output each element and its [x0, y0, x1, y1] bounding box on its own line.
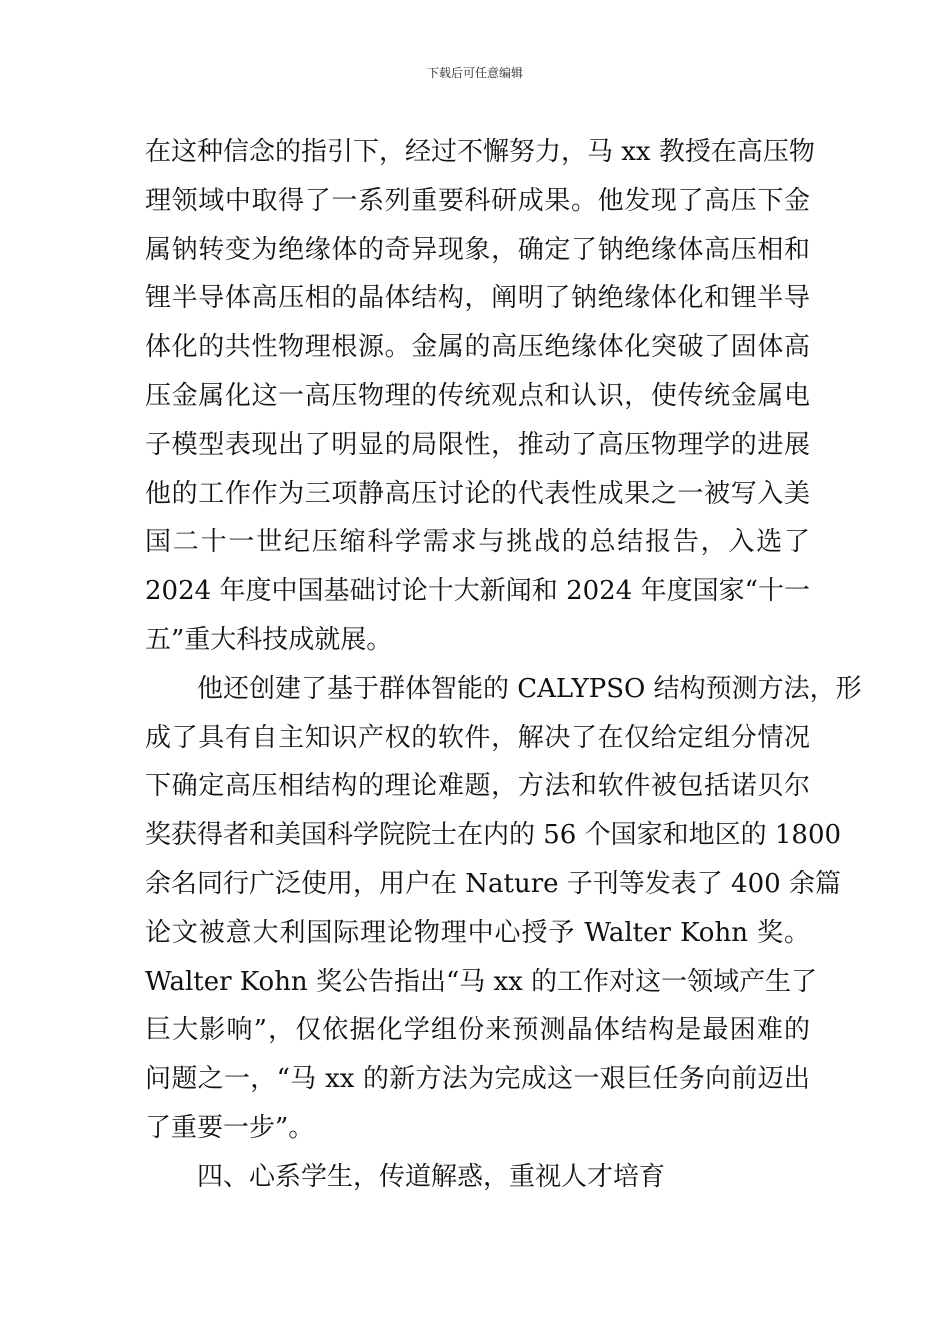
- text-line: 余名同行广泛使用，用户在 Nature 子刊等发表了 400 余篇: [145, 868, 841, 899]
- text-line: 问题之一，“马 xx 的新方法为完成这一艰巨任务向前迈出: [145, 1064, 810, 1095]
- text-line: 子模型表现出了明显的局限性，推动了高压物理学的进展: [145, 429, 810, 460]
- text-line: 论文被意大利国际理论物理中心授予 Walter Kohn 奖。: [145, 917, 810, 948]
- page-header: 下载后可任意编辑: [426, 66, 523, 80]
- text-line: 巨大影响”，仅依据化学组份来预测晶体结构是最困难的: [145, 1015, 810, 1046]
- text-line: 理领域中取得了一系列重要科研成果。他发现了高压下金: [145, 185, 810, 216]
- text-line: 在这种信念的指引下，经过不懈努力，马 xx 教授在高压物: [145, 137, 815, 167]
- text-line: 锂半导体高压相的晶体结构，阐明了钠绝缘体化和锂半导: [145, 283, 810, 314]
- text-line: 国二十一世纪压缩科学需求与挑战的总结报告，入选了: [145, 527, 810, 558]
- text-line: 压金属化这一高压物理的传统观点和认识，使传统金属电: [145, 380, 810, 411]
- document-body: [145, 128, 862, 1202]
- section-heading: 四、心系学生，传道解惑，重视人才培育: [197, 1161, 666, 1192]
- text-line: 成了具有自主知识产权的软件，解决了在仅给定组分情况: [145, 722, 810, 753]
- text-line: 下确定高压相结构的理论难题，方法和软件被包括诺贝尔: [145, 771, 810, 802]
- text-line: 奖获得者和美国科学院院士在内的 56 个国家和地区的 1800: [145, 820, 842, 851]
- text-line: 体化的共性物理根源。金属的高压绝缘体化突破了固体高: [145, 332, 810, 363]
- text-line: 他还创建了基于群体智能的 CALYPSO 结构预测方法，形: [197, 673, 862, 704]
- text-line: 属钠转变为绝缘体的奇异现象，确定了钠绝缘体高压相和: [145, 234, 810, 265]
- text-line: 五”重大科技成就展。: [145, 624, 393, 655]
- text-line: 他的工作作为三项静高压讨论的代表性成果之一被写入美: [145, 478, 810, 509]
- text-line: 2024 年度中国基础讨论十大新闻和 2024 年度国家“十一: [145, 576, 810, 607]
- text-line: 了重要一步”。: [145, 1112, 315, 1143]
- text-line: Walter Kohn 奖公告指出“马 xx 的工作对这一领域产生了: [145, 966, 818, 997]
